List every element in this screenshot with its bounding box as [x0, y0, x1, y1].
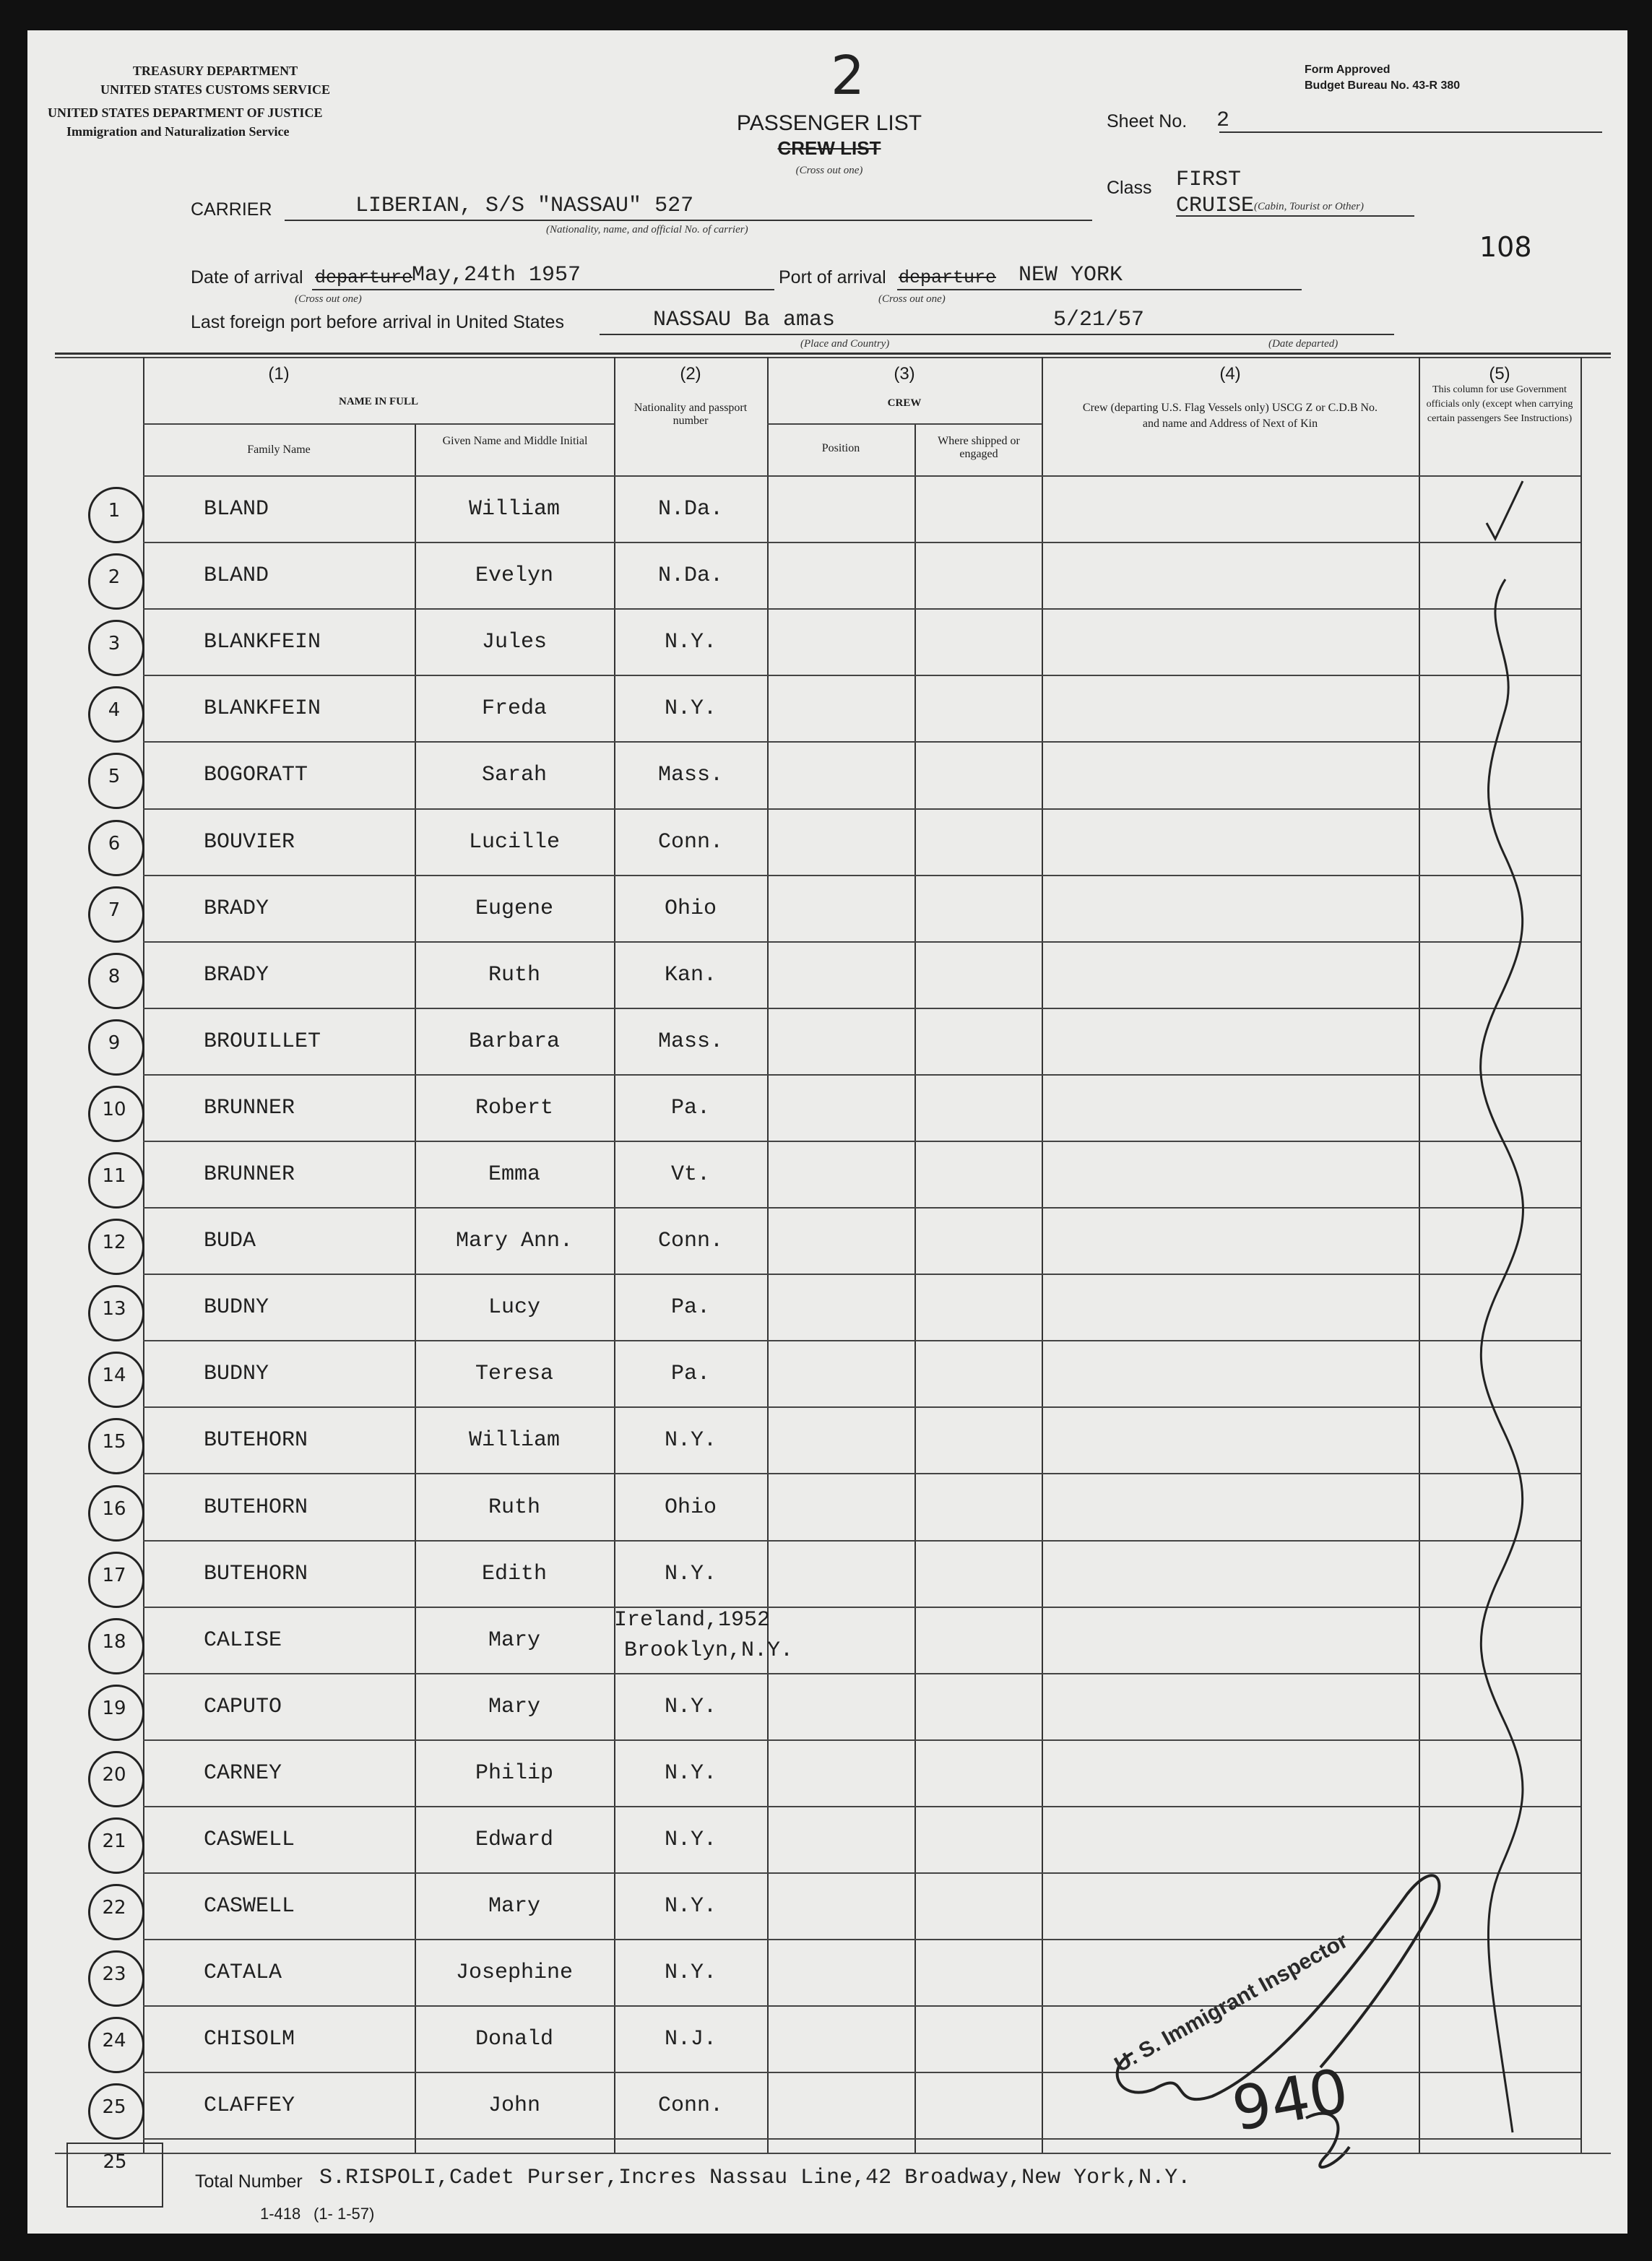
- row-number: 24: [102, 2030, 126, 2052]
- col3-title: CREW: [887, 397, 922, 409]
- family-name: BRADY: [204, 963, 269, 987]
- family-name: BUTEHORN: [204, 1495, 308, 1520]
- given-name: Eugene: [475, 896, 554, 921]
- nationality: N.J.: [664, 2027, 717, 2052]
- given-name: Jules: [481, 630, 547, 654]
- lastport-hint: (Place and Country): [800, 338, 890, 350]
- class-value-cruise: CRUISE: [1176, 194, 1255, 218]
- checkmark-icon: [1485, 478, 1528, 543]
- row-number: 11: [102, 1165, 126, 1187]
- carrier-hint: (Nationality, name, and official No. of carrier): [546, 224, 748, 235]
- justice-dept: UNITED STATES DEPARTMENT OF JUSTICE: [48, 105, 323, 120]
- sheet-no-label: Sheet No.: [1107, 111, 1188, 131]
- nationality: N.Y.: [664, 1562, 717, 1586]
- nationality: Pa.: [670, 1096, 710, 1120]
- family-name: BUDA: [204, 1229, 256, 1253]
- cross-out-hint: (Cross out one): [795, 165, 863, 176]
- row-number: 4: [108, 699, 121, 721]
- row-number: 18: [102, 1631, 126, 1653]
- family-name: CALISE: [204, 1628, 282, 1653]
- given-name: Lucille: [468, 830, 561, 855]
- family-name: CATALA: [204, 1960, 282, 1985]
- purser-signature-line: S.RISPOLI,Cadet Purser,Incres Nassau Line,42 Broadway,New York,N.Y.: [319, 2166, 1191, 2190]
- col1-title: NAME IN FULL: [338, 396, 418, 407]
- given-name: Ruth: [488, 1495, 540, 1520]
- nationality: N.Y.: [664, 1828, 717, 1852]
- col3-num: (3): [894, 364, 915, 384]
- family-name: BROUILLET: [204, 1029, 321, 1054]
- crew-list-struck: CREW LIST: [777, 137, 881, 159]
- inspector-stamp: U. S. Immigrant Inspector: [1110, 1929, 1352, 2078]
- nationality: Mass.: [657, 1029, 723, 1054]
- nationality: N.Y.: [664, 1761, 717, 1786]
- given-name: Edward: [475, 1828, 554, 1852]
- row-number: 12: [102, 1232, 126, 1253]
- family-name: CLAFFEY: [204, 2093, 295, 2118]
- col2-num: (2): [680, 364, 701, 384]
- given-name: Freda: [481, 696, 547, 721]
- row-number: 17: [102, 1565, 126, 1586]
- ins-service: Immigration and Naturalization Service: [66, 124, 290, 139]
- nationality: Pa.: [670, 1295, 710, 1320]
- col1-num: (1): [268, 364, 290, 384]
- given-name: Emma: [488, 1162, 540, 1187]
- given-name: Teresa: [475, 1362, 554, 1386]
- nationality: Conn.: [657, 830, 723, 855]
- given-name: Josephine: [455, 1960, 574, 1985]
- nationality: Conn.: [657, 1229, 723, 1253]
- family-name: BLANKFEIN: [204, 696, 321, 721]
- nationality: Conn.: [657, 2093, 723, 2118]
- customs-service: UNITED STATES CUSTOMS SERVICE: [100, 82, 330, 97]
- total-label: Total Number: [195, 2171, 303, 2192]
- col4-title: Crew (departing U.S. Flag Vessels only) USCG Z or C.D.B No. and name and Address of Next of Kin: [1082, 402, 1378, 430]
- row-number: 7: [108, 899, 121, 921]
- col1-given-header: Given Name and Middle Initial: [442, 435, 588, 447]
- family-name: BRADY: [204, 896, 269, 921]
- nationality: N.Y.: [664, 1428, 717, 1453]
- row-number: 22: [102, 1897, 126, 1919]
- row-number: 10: [102, 1099, 126, 1120]
- class-value-first: FIRST: [1176, 168, 1242, 192]
- family-name: BLAND: [204, 497, 269, 522]
- col3-where-header: Where shipped or engaged: [938, 435, 1020, 460]
- nationality: N.Y.: [664, 1695, 717, 1719]
- row-number: 25: [102, 2096, 126, 2118]
- nationality: Kan.: [664, 963, 717, 987]
- lastport-label: Last foreign port before arrival in United States: [191, 312, 564, 332]
- given-name: John: [488, 2093, 540, 2118]
- family-name: CARNEY: [204, 1761, 282, 1786]
- port-value: NEW YORK: [1019, 263, 1123, 288]
- budget-bureau: Budget Bureau No. 43-R 380: [1305, 79, 1461, 92]
- list-title: PASSENGER LIST: [736, 111, 922, 135]
- form-approved: Form Approved: [1305, 64, 1391, 76]
- given-name: Sarah: [481, 763, 547, 787]
- nationality: Ohio: [664, 1495, 717, 1520]
- arrival-label: Date of arrival: [191, 267, 303, 288]
- handwritten-sheet-mark: 2: [831, 45, 865, 107]
- given-name: Lucy: [488, 1295, 540, 1320]
- given-name: Mary: [488, 1628, 540, 1653]
- row-number: 1: [108, 500, 121, 522]
- treasury-dept: TREASURY DEPARTMENT: [132, 64, 298, 78]
- given-name: Barbara: [468, 1029, 561, 1054]
- carrier-value: LIBERIAN, S/S "NASSAU" 527: [355, 194, 694, 218]
- nationality: Vt.: [670, 1162, 710, 1187]
- given-name: Evelyn: [475, 563, 554, 588]
- family-name: BRUNNER: [204, 1096, 295, 1120]
- row-number: 20: [102, 1764, 126, 1786]
- given-name: William: [468, 1428, 561, 1453]
- nationality: N.Da.: [657, 497, 723, 522]
- family-name: BOUVIER: [204, 830, 295, 855]
- family-name: BOGORATT: [204, 763, 308, 787]
- arrival-struck: departure: [315, 267, 413, 288]
- form-sheet: [27, 30, 1627, 2234]
- form-date: (1- 1-57): [313, 2205, 375, 2223]
- given-name: William: [468, 497, 561, 522]
- family-name: BUTEHORN: [204, 1562, 308, 1586]
- family-name: BUTEHORN: [204, 1428, 308, 1453]
- family-name: CAPUTO: [204, 1695, 282, 1719]
- class-hint: (Cabin, Tourist or Other): [1254, 201, 1364, 212]
- port-hint: (Cross out one): [878, 293, 946, 305]
- row-number: 8: [108, 966, 121, 987]
- date-departed: 5/21/57: [1053, 308, 1145, 332]
- family-name: CASWELL: [204, 1894, 295, 1919]
- row-number: 3: [108, 633, 121, 654]
- total-count: 25: [103, 2151, 127, 2173]
- arrival-hint: (Cross out one): [295, 293, 362, 305]
- row-number: 2: [108, 566, 121, 588]
- given-name: Ruth: [488, 963, 540, 987]
- given-name: Mary: [488, 1695, 540, 1719]
- family-name: BLANKFEIN: [204, 630, 321, 654]
- nationality: Ireland,1952: [614, 1608, 771, 1633]
- port-label: Port of arrival: [779, 267, 886, 288]
- row-number: 5: [108, 766, 121, 787]
- date-departed-hint: (Date departed): [1268, 338, 1339, 350]
- given-name: Edith: [481, 1562, 547, 1586]
- given-name: Robert: [475, 1096, 554, 1120]
- given-name: Donald: [475, 2027, 554, 2052]
- col1-family-header: Family Name: [247, 444, 311, 456]
- nationality: Mass.: [657, 763, 723, 787]
- arrival-date: May,24th 1957: [412, 263, 581, 288]
- family-name: BLAND: [204, 563, 269, 588]
- given-name: Mary Ann.: [455, 1229, 574, 1253]
- row-number: 23: [102, 1963, 126, 1985]
- col2-title: Nationality and passport number: [633, 402, 748, 427]
- handwritten-940: 940: [1227, 2054, 1354, 2145]
- family-name: BRUNNER: [204, 1162, 295, 1187]
- col5-title: This column for use Government officials only (except when carrying certain passengers See Instructions): [1426, 384, 1573, 424]
- row-number: 21: [102, 1830, 126, 1852]
- port-struck: departure: [899, 267, 997, 288]
- col3-position-header: Position: [821, 442, 860, 454]
- carrier-label: CARRIER: [191, 199, 272, 220]
- family-name: CASWELL: [204, 1828, 295, 1852]
- nationality: Pa.: [670, 1362, 710, 1386]
- nationality: N.Da.: [657, 563, 723, 588]
- given-name: Mary: [488, 1894, 540, 1919]
- row-number: 6: [108, 833, 121, 855]
- col4-num: (4): [1219, 364, 1241, 384]
- row-number: 19: [102, 1698, 126, 1719]
- row-number: 15: [102, 1431, 126, 1453]
- row-number: 14: [102, 1365, 126, 1386]
- family-name: CHISOLM: [204, 2027, 295, 2052]
- nationality: N.Y.: [664, 1960, 717, 1985]
- nationality: Ohio: [664, 896, 717, 921]
- family-name: BUDNY: [204, 1362, 269, 1386]
- nationality-line-2: Brooklyn,N.Y.: [624, 1638, 794, 1663]
- given-name: Philip: [475, 1761, 554, 1786]
- col5-num: (5): [1489, 364, 1510, 384]
- nationality: N.Y.: [664, 696, 717, 721]
- page-number: 108: [1479, 231, 1532, 263]
- row-number: 13: [102, 1298, 126, 1320]
- nationality: N.Y.: [664, 1894, 717, 1919]
- lastport-value: NASSAU Ba amas: [653, 308, 836, 332]
- total-box: [66, 2143, 163, 2208]
- class-label: Class: [1107, 178, 1152, 198]
- form-code: 1-418: [260, 2205, 301, 2223]
- nationality: N.Y.: [664, 630, 717, 654]
- row-number: 9: [108, 1032, 121, 1054]
- sheet-no-value: 2: [1216, 108, 1230, 133]
- family-name: BUDNY: [204, 1295, 269, 1320]
- row-number: 16: [102, 1498, 126, 1520]
